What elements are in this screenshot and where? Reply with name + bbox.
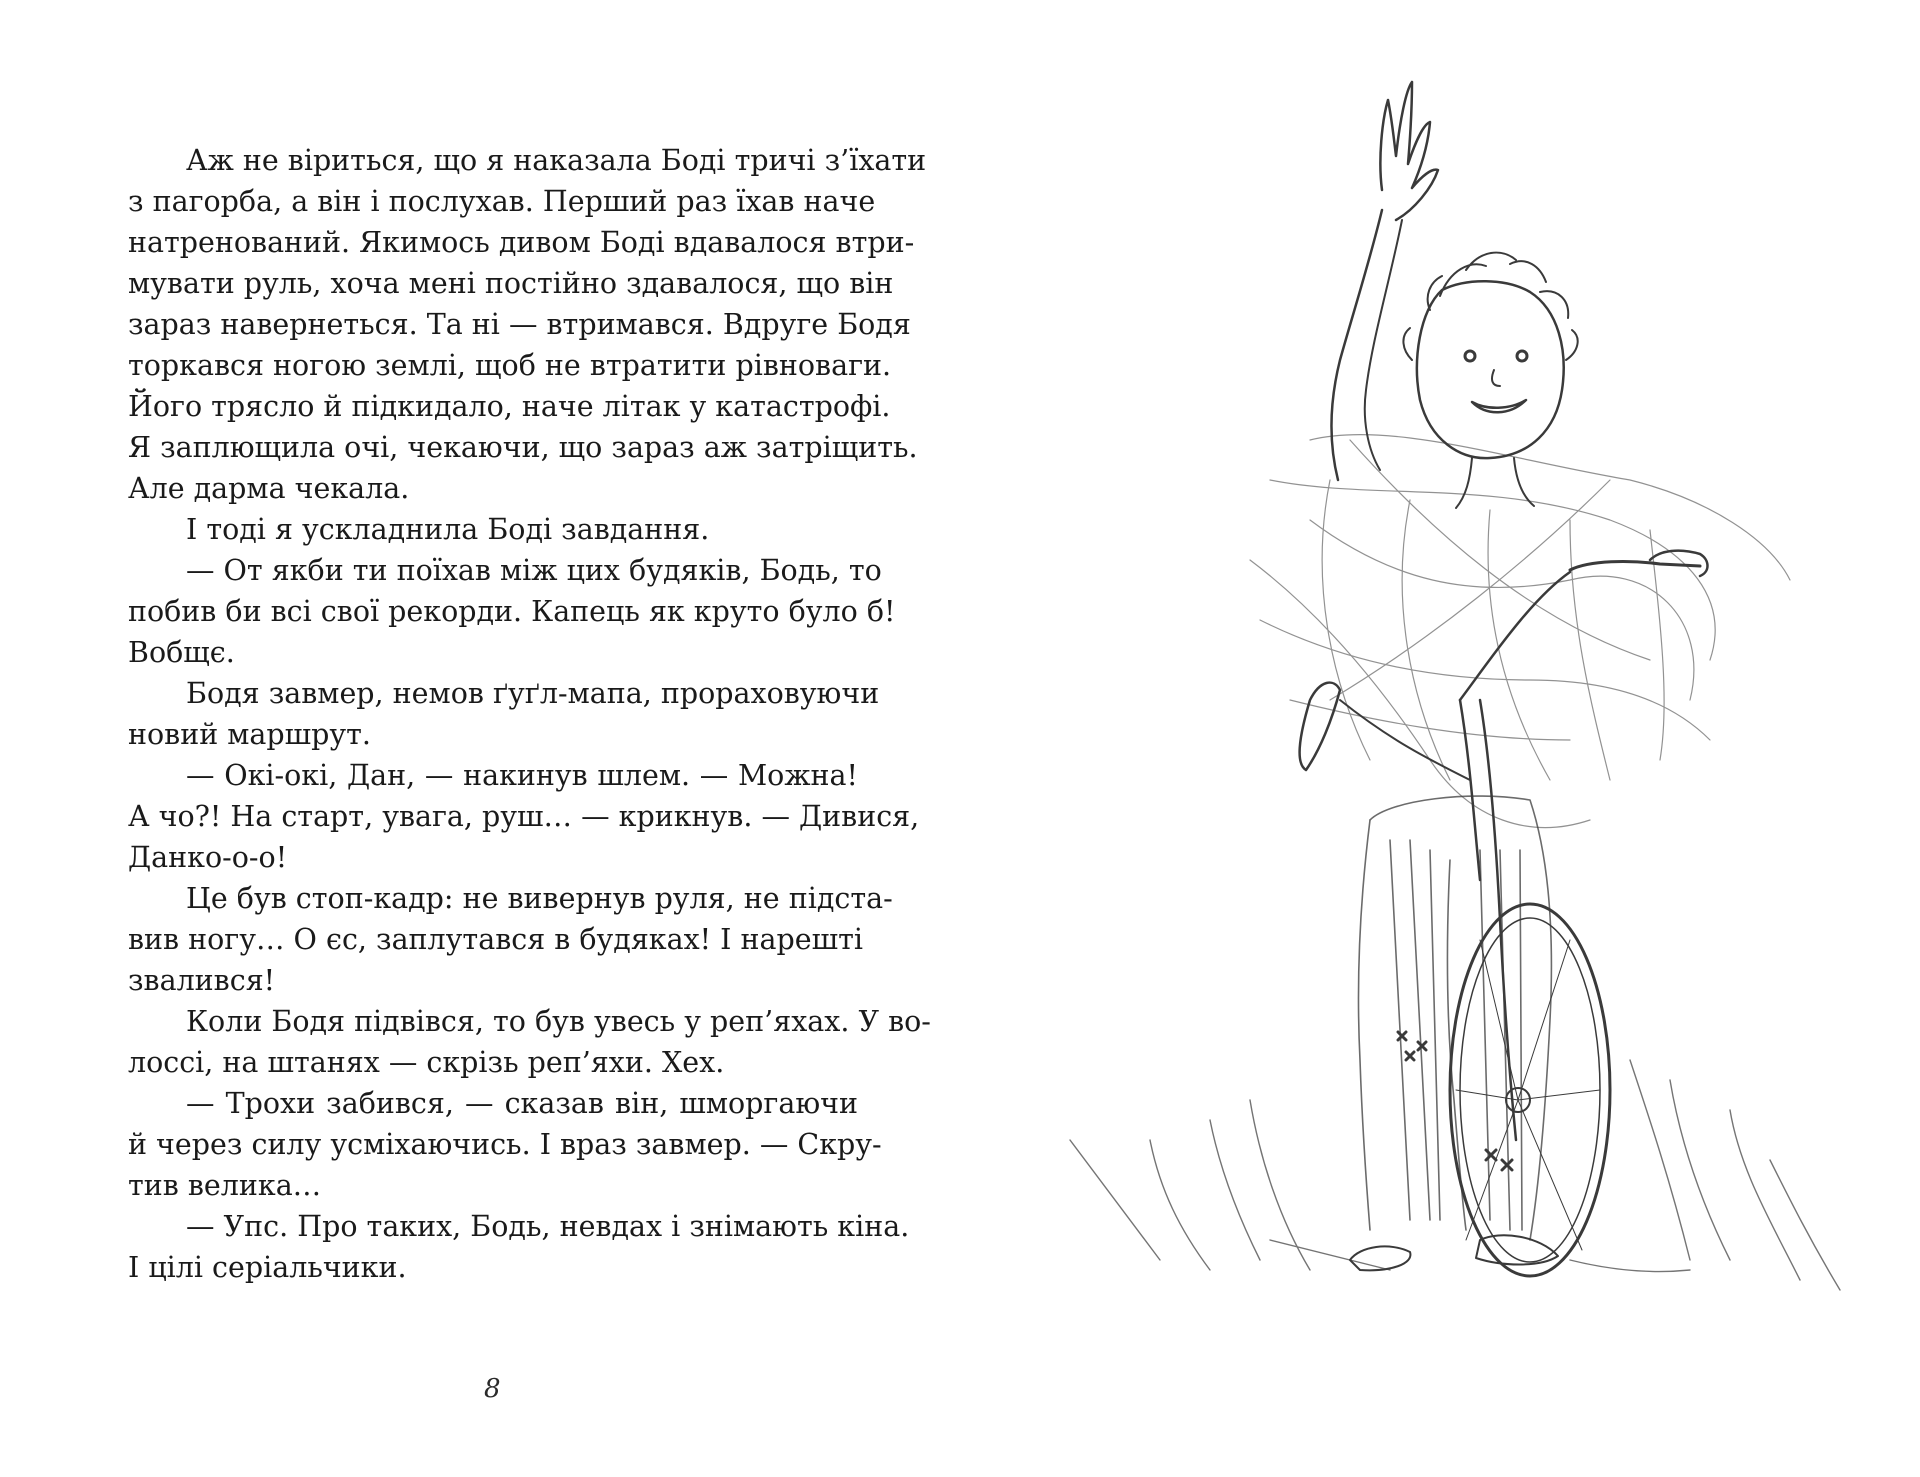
text-line: й через силу усміхаючись. І враз завмер. — Скру- — [128, 1128, 882, 1161]
text-line: — Окі-окі, Дан, — накинув шлем. — Можна! — [186, 759, 858, 792]
boy-with-bicycle-sketch-icon — [1010, 60, 1880, 1350]
text-line: — От якби ти поїхав між цих будяків, Бодь, то — [186, 554, 882, 587]
text-line: тив велика… — [128, 1169, 322, 1202]
text-line: — Трохи забився, — сказав він, шморгаючи — [186, 1087, 858, 1120]
text-line: новий маршрут. — [128, 718, 371, 751]
text-line: мувати руль, хоча мені постійно здавалося, що він — [128, 267, 894, 300]
text-line: І тоді я ускладнила Боді завдання. — [186, 513, 710, 546]
text-line: І цілі серіальчики. — [128, 1251, 407, 1284]
boy-with-bicycle-illustration — [1010, 60, 1880, 1350]
text-line: Це був стоп-кадр: не вивернув руля, не підста- — [186, 882, 893, 915]
text-line: з пагорба, а він і послухав. Перший раз їхав наче — [128, 185, 876, 218]
text-line: торкався ногою землі, щоб не втратити рівноваги. — [128, 349, 892, 382]
page-number: 8 — [484, 1374, 501, 1404]
text-line: Але дарма чекала. — [128, 472, 410, 505]
text-line: побив би всі свої рекорди. Капець як круто було б! — [128, 595, 896, 628]
text-line: Бодя завмер, немов ґуґл-мапа, прораховуючи — [186, 677, 880, 710]
text-line: Його трясло й підкидало, наче літак у катастрофі. — [128, 390, 891, 423]
text-line: Аж не віриться, що я наказала Боді тричі з’їхати — [186, 144, 927, 177]
text-line: А чо?! На старт, увага, руш… — крикнув. — Дивися, — [128, 800, 920, 833]
text-line: — Упс. Про таких, Бодь, невдах і знімають кіна. — [186, 1210, 910, 1243]
text-line: Я заплющила очі, чекаючи, що зараз аж затріщить. — [128, 431, 918, 464]
text-line: звалився! — [128, 964, 276, 997]
text-line: Коли Бодя підвівся, то був увесь у реп’яхах. У во- — [186, 1005, 931, 1038]
text-line: Вобщє. — [128, 636, 235, 669]
text-line: натренований. Якимось дивом Боді вдавалося втри- — [128, 226, 915, 259]
text-line: зараз навернеться. Та ні — втримався. Вдруге Бодя — [128, 308, 911, 341]
text-line: лоссі, на штанях — скрізь реп’яхи. Хех. — [128, 1046, 725, 1079]
text-line: вив ногу… О єс, заплутався в будяках! І нарешті — [128, 923, 863, 956]
text-line: Данко-о-о! — [128, 841, 288, 874]
text-page — [128, 140, 931, 1288]
